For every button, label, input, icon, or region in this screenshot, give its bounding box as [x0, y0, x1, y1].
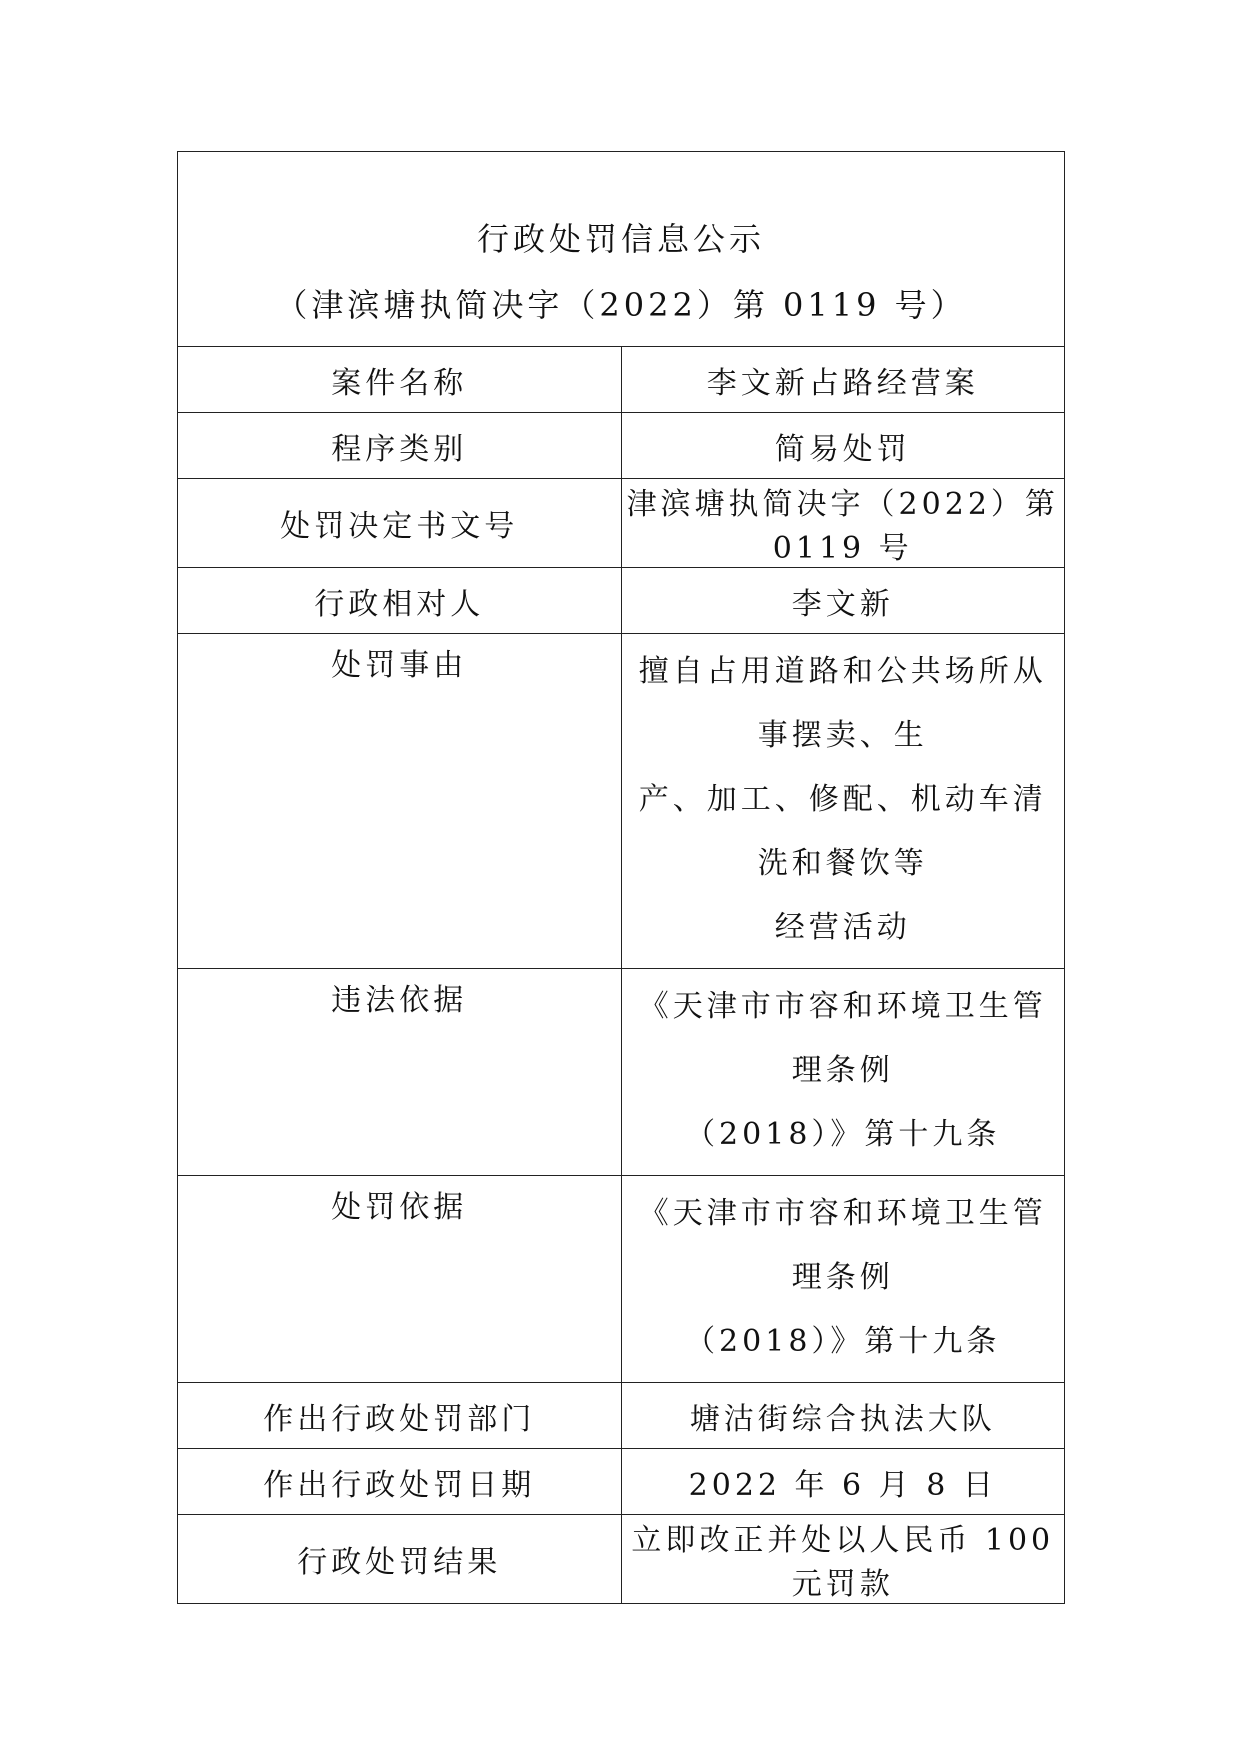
- table-row: [178, 347, 1065, 413]
- row-value-penalty-basis: [621, 1176, 1065, 1383]
- reason-line-2: 产、加工、修配、机动车清洗和餐饮等: [638, 782, 1047, 881]
- row-label-violation-basis: [178, 969, 622, 1176]
- violation-basis-label-text: 违法依据: [331, 983, 468, 1018]
- row-label-reason: [178, 634, 622, 969]
- table-row: [178, 568, 1065, 634]
- row-value-party: 李文新: [621, 568, 1065, 634]
- row-label-result: 行政处罚结果: [178, 1515, 622, 1604]
- table-row: [178, 1515, 1065, 1604]
- row-value-case-name: 李文新占路经营案: [621, 347, 1065, 413]
- reason-label-text: 处罚事由: [331, 648, 468, 683]
- row-value-procedure-type: 简易处罚: [621, 413, 1065, 479]
- table-row: [178, 1449, 1065, 1515]
- page-title: 行政处罚信息公示: [476, 220, 765, 258]
- row-value-reason: [621, 634, 1065, 969]
- violation-basis-line-2: （2018）》第十九条: [685, 1117, 1001, 1152]
- table-row: [178, 634, 1065, 969]
- row-label-decision-date: 作出行政处罚日期: [178, 1449, 622, 1515]
- row-label-decision-number: 处罚决定书文号: [178, 479, 622, 568]
- reason-line-3: 经营活动: [774, 910, 911, 945]
- penalty-notice-table: [177, 151, 1065, 1604]
- row-label-party: 行政相对人: [178, 568, 622, 634]
- penalty-basis-line-1: 《天津市市容和环境卫生管理条例: [638, 1196, 1047, 1295]
- table-row: [178, 479, 1065, 568]
- table-row: [178, 413, 1065, 479]
- penalty-basis-line-2: （2018）》第十九条: [685, 1324, 1001, 1359]
- title-block: [178, 206, 1064, 346]
- title-cell: [178, 152, 1065, 347]
- row-value-decision-number: 津滨塘执简决字（2022）第 0119 号: [621, 479, 1065, 568]
- table-row: [178, 969, 1065, 1176]
- row-label-case-name: 案件名称: [178, 347, 622, 413]
- reason-line-1: 擅自占用道路和公共场所从事摆卖、生: [638, 654, 1047, 753]
- table-row: [178, 1383, 1065, 1449]
- row-value-result: 立即改正并处以人民币 100 元罚款: [621, 1515, 1065, 1604]
- violation-basis-line-1: 《天津市市容和环境卫生管理条例: [638, 989, 1047, 1088]
- row-value-violation-basis: [621, 969, 1065, 1176]
- row-value-department: 塘沽街综合执法大队: [621, 1383, 1065, 1449]
- row-label-procedure-type: 程序类别: [178, 413, 622, 479]
- table-row: [178, 1176, 1065, 1383]
- document-number: （津滨塘执简决字（2022）第 0119 号）: [275, 286, 967, 324]
- penalty-basis-label-text: 处罚依据: [331, 1190, 468, 1225]
- row-label-penalty-basis: [178, 1176, 622, 1383]
- row-label-department: 作出行政处罚部门: [178, 1383, 622, 1449]
- row-value-decision-date: 2022 年 6 月 8 日: [621, 1449, 1065, 1515]
